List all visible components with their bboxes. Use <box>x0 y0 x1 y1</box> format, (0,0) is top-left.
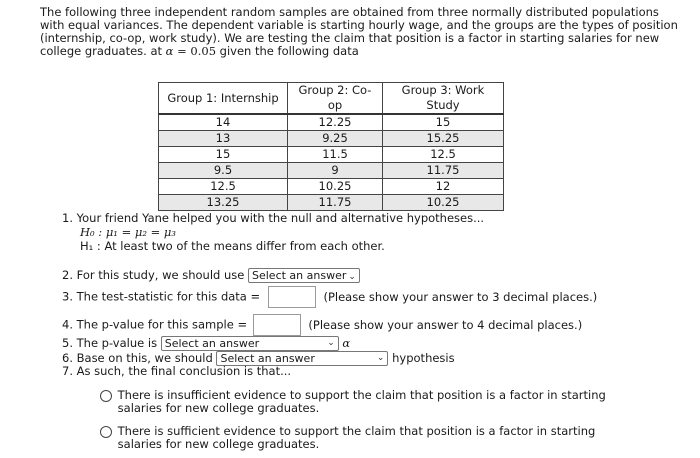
header-group-3: Group 3: Work Study <box>383 83 504 115</box>
question-3-label: 3. The test-statistic for this data = <box>62 289 261 304</box>
test-type-select[interactable] <box>248 268 360 283</box>
question-1-label: 1. Your friend Yane helped you with the null and alternative hypotheses... <box>62 211 485 225</box>
p-value-comparison-select[interactable] <box>161 336 339 351</box>
chevron-down-icon: ⌄ <box>327 338 335 348</box>
question-5-label: 5. The p-value is <box>62 336 158 350</box>
conclusion-option-sufficient[interactable] <box>100 425 640 451</box>
conclusion-option-insufficient[interactable] <box>100 389 640 415</box>
table-cell: 14 <box>159 114 288 131</box>
table-cell: 13.25 <box>159 195 288 211</box>
question-3-hint: (Please show your answer to 3 decimal places.) <box>323 289 598 304</box>
test-type-select-value: Select an answer <box>252 269 347 282</box>
table-cell: 11.75 <box>383 163 504 179</box>
table-cell: 9.25 <box>288 131 383 147</box>
problem-intro <box>40 6 680 58</box>
table-cell: 11.75 <box>288 195 383 211</box>
question-3 <box>62 286 597 308</box>
question-6-suffix: hypothesis <box>392 351 455 365</box>
chevron-down-icon: ⌄ <box>376 353 385 363</box>
table-row <box>159 163 504 179</box>
question-4-label: 4. The p-value for this sample = <box>62 317 248 332</box>
table-row <box>159 195 504 211</box>
question-4 <box>62 314 582 336</box>
conclusion-option-text: There is sufficient evidence to support the claim that position is a factor in starting salaries for new college graduates. <box>117 424 596 451</box>
table-row <box>159 179 504 195</box>
alpha-value: = 0.05 <box>173 44 217 58</box>
table-row <box>159 131 504 147</box>
table-cell: 10.25 <box>383 195 504 211</box>
table-cell: 13 <box>159 131 288 147</box>
header-group-1: Group 1: Internship <box>159 83 288 115</box>
table-row <box>159 147 504 163</box>
table-header-row <box>159 83 504 115</box>
decision-select-value: Select an answer <box>220 352 315 365</box>
question-2-label: 2. For this study, we should use <box>62 268 245 282</box>
radio-button[interactable] <box>100 426 112 438</box>
intro-text: The following three independent random samples are obtained from three normally distributed populations with equal variances. The dependent variable is starting hourly wage, and the groups are the types of position (internship, co-op, work study). We are testing the claim that position is a factor in starting salaries for new college graduates. at <box>40 5 678 58</box>
table-cell: 12.25 <box>288 114 383 131</box>
null-hypothesis: H₀ : μ₁ = μ₂ = μ₃ <box>80 225 176 239</box>
test-statistic-input[interactable] <box>268 286 316 308</box>
alternative-hypothesis: H₁ : At least two of the means differ from each other. <box>80 239 385 253</box>
table-cell: 15 <box>159 147 288 163</box>
question-5 <box>62 336 350 351</box>
intro-text-end: given the following data <box>216 44 359 58</box>
table-row <box>159 114 504 131</box>
question-7-label: 7. As such, the final conclusion is that... <box>62 364 292 378</box>
radio-button[interactable] <box>100 390 112 402</box>
table-cell: 9.5 <box>159 163 288 179</box>
p-value-comparison-select-value: Select an answer <box>164 337 260 350</box>
table-cell: 9 <box>288 163 383 179</box>
question-4-hint: (Please show your answer to 4 decimal places.) <box>308 317 583 332</box>
data-table <box>158 82 504 211</box>
question-6-label: 6. Base on this, we should <box>62 351 213 365</box>
alpha-symbol: α <box>342 336 351 350</box>
chevron-down-icon: ⌄ <box>348 272 356 282</box>
table-cell: 12 <box>383 179 504 195</box>
p-value-input[interactable] <box>253 314 301 336</box>
header-group-2: Group 2: Co-op <box>288 83 383 115</box>
table-cell: 15 <box>383 114 504 131</box>
question-2 <box>62 268 360 283</box>
table-cell: 12.5 <box>383 147 504 163</box>
table-cell: 12.5 <box>159 179 288 195</box>
alpha-symbol: α <box>165 44 174 58</box>
table-cell: 15.25 <box>383 131 504 147</box>
table-cell: 10.25 <box>288 179 383 195</box>
table-cell: 11.5 <box>288 147 383 163</box>
conclusion-option-text: There is insufficient evidence to support the claim that position is a factor in starting salaries for new college graduates. <box>117 388 606 415</box>
